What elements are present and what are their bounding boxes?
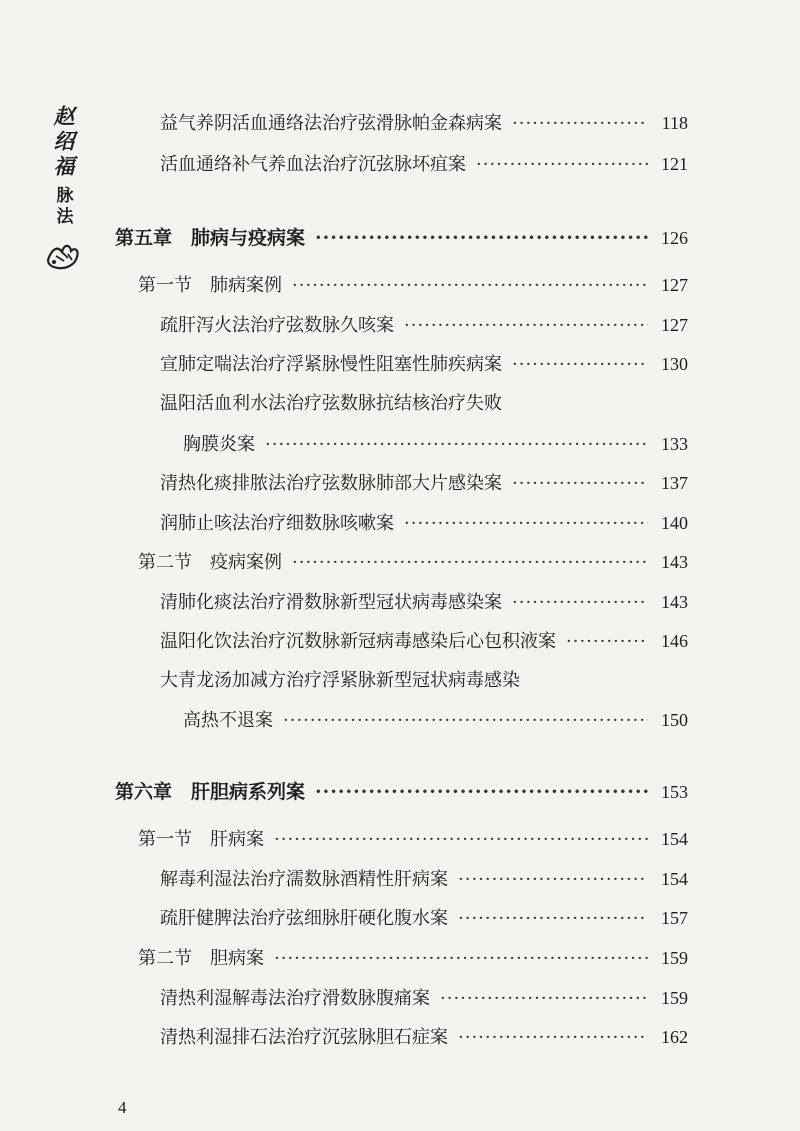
toc-chapter[interactable] [115, 777, 688, 804]
toc-page-number: 154 [661, 869, 688, 889]
toc-section-title: 第二节 疫病案例 [138, 552, 282, 573]
toc-entry-title: 解毒利湿法治疗濡数脉酒精性肝病案 [160, 869, 448, 890]
toc-entry-title: 宣肺定喘法治疗浮紧脉慢性阻塞性肺疾病案 [160, 354, 502, 375]
dot-leader [512, 354, 648, 375]
toc-entry-title: 温阳活血利水法治疗弦数脉抗结核治疗失败 [160, 393, 502, 414]
toc-section-title: 第一节 肺病案例 [138, 275, 282, 296]
toc-entry[interactable] [160, 109, 688, 135]
dot-leader [566, 631, 648, 652]
toc-section[interactable] [138, 825, 688, 851]
toc-section[interactable] [138, 548, 688, 574]
toc-entry-title: 润肺止咳法治疗细数脉咳嗽案 [160, 513, 394, 534]
toc-entry[interactable] [160, 984, 688, 1010]
dot-leader [404, 513, 648, 534]
toc-entry-title: 温阳化饮法治疗沉数脉新冠病毒感染后心包积液案 [160, 631, 556, 652]
toc-page-number: 143 [661, 592, 688, 612]
dot-leader [512, 113, 648, 134]
toc-page-number: 154 [661, 829, 688, 849]
toc-entry-title: 清热利湿排石法治疗沉弦脉胆石症案 [160, 1027, 448, 1048]
dot-leader [458, 869, 648, 890]
dot-leader [512, 592, 648, 613]
toc-page-number: 127 [661, 275, 688, 295]
toc-entry[interactable] [160, 1023, 688, 1049]
book-author-title: 赵绍福 [51, 105, 75, 180]
dot-leader [315, 781, 648, 803]
toc-entry[interactable] [160, 666, 688, 692]
toc-section[interactable] [138, 944, 688, 970]
dot-leader [265, 434, 648, 455]
toc-entry-title: 胸膜炎案 [183, 434, 255, 455]
toc-section-title: 第二节 胆病案 [138, 948, 264, 969]
toc-entry[interactable] [160, 350, 688, 376]
dot-leader [274, 829, 648, 850]
dot-leader [476, 154, 648, 175]
dot-leader [458, 1027, 648, 1048]
dot-leader [283, 710, 648, 731]
dot-leader [404, 315, 648, 336]
toc-entry[interactable] [160, 865, 688, 891]
toc-chapter-title: 第六章 肝胆病系列案 [115, 781, 306, 803]
dot-leader [458, 908, 648, 929]
book-subtitle: 脉法 [52, 186, 73, 228]
toc-entry-title: 高热不退案 [183, 710, 273, 731]
toc-entry[interactable] [160, 627, 688, 653]
toc-entry-title: 清肺化痰法治疗滑数脉新型冠状病毒感染案 [160, 592, 502, 613]
toc-page-number: 127 [661, 315, 688, 335]
toc-page-number: 130 [661, 354, 688, 374]
toc-entry-continuation[interactable] [183, 706, 688, 732]
toc-page-number: 118 [661, 113, 688, 133]
toc-page-number: 146 [661, 631, 688, 651]
toc-page-number: 157 [661, 908, 688, 928]
toc-entry[interactable] [160, 150, 688, 176]
toc-entry[interactable] [160, 509, 688, 535]
dot-leader [512, 473, 648, 494]
dot-leader [292, 552, 648, 573]
toc-entry-title: 益气养阴活血通络法治疗弦滑脉帕金森病案 [160, 113, 502, 134]
toc-section[interactable] [138, 271, 688, 297]
dot-leader [315, 227, 648, 249]
toc-section-title: 第一节 肝病案 [138, 829, 264, 850]
toc-page-number: 150 [661, 710, 688, 730]
toc-chapter[interactable] [115, 223, 688, 250]
toc-entry-continuation[interactable] [183, 430, 688, 456]
toc-page-number: 137 [661, 473, 688, 493]
toc-entry-title: 清热化痰排脓法治疗弦数脉肺部大片感染案 [160, 473, 502, 494]
dot-leader [440, 988, 648, 1009]
toc-entry[interactable] [160, 469, 688, 495]
toc-page-number: 153 [661, 782, 688, 802]
toc-page-number: 159 [661, 948, 688, 968]
page-number: 4 [118, 1098, 127, 1117]
toc-entry-title: 疏肝泻火法治疗弦数脉久咳案 [160, 315, 394, 336]
toc-page-number: 140 [661, 513, 688, 533]
toc-entry-title: 大青龙汤加减方治疗浮紧脉新型冠状病毒感染 [160, 670, 520, 691]
toc-page-number: 133 [661, 434, 688, 454]
toc-page-number: 126 [661, 228, 688, 248]
dot-leader [292, 275, 648, 296]
toc-page-number: 143 [661, 552, 688, 572]
toc-entry[interactable] [160, 389, 688, 415]
dot-leader [274, 948, 648, 969]
toc-entry-title: 疏肝健脾法治疗弦细脉肝硬化腹水案 [160, 908, 448, 929]
toc-page-number: 159 [661, 988, 688, 1008]
toc-entry[interactable] [160, 904, 688, 930]
toc-entry-title: 清热利湿解毒法治疗滑数脉腹痛案 [160, 988, 430, 1009]
toc-chapter-title: 第五章 肺病与疫病案 [115, 227, 306, 249]
toc-entry[interactable] [160, 311, 688, 337]
toc-page-number: 162 [661, 1027, 688, 1047]
toc-entry-title: 活血通络补气养血法治疗沉弦脉坏疽案 [160, 154, 466, 175]
toc-page-number: 121 [661, 154, 688, 174]
toc-entry[interactable] [160, 588, 688, 614]
